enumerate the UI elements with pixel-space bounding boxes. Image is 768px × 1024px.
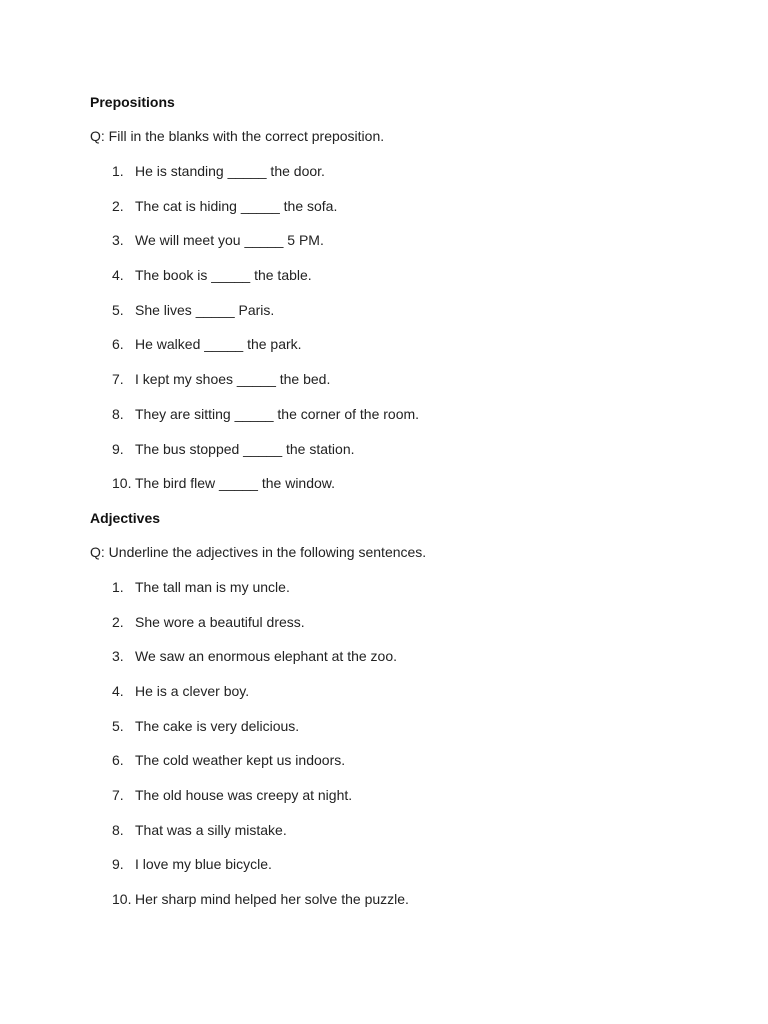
item-number: 8.	[112, 405, 124, 422]
item-text: We will meet you _____ 5 PM.	[135, 232, 324, 249]
item-text: The cold weather kept us indoors.	[135, 752, 346, 769]
question-text: Q: Fill in the blanks with the correct preposition.	[90, 128, 385, 144]
prepositions-section	[90, 92, 710, 493]
item-text: The cat is hiding _____ the sofa.	[135, 197, 338, 214]
list-item	[90, 750, 710, 770]
item-text: I love my blue bicycle.	[135, 856, 272, 873]
item-number: 5.	[112, 717, 124, 734]
item-number: 9.	[112, 856, 124, 873]
list-item	[90, 681, 710, 701]
item-text: He is standing _____ the door.	[135, 163, 325, 179]
item-number: 9.	[112, 440, 124, 457]
item-text: He walked _____ the park.	[135, 336, 302, 353]
section-title: Prepositions	[90, 94, 175, 110]
list-item	[90, 785, 710, 805]
item-number: 1.	[112, 163, 124, 179]
list-item	[90, 577, 710, 597]
item-text: I kept my shoes _____ the bed.	[135, 371, 331, 388]
list-item	[90, 439, 710, 459]
list-item	[90, 334, 710, 354]
adjectives-list	[90, 577, 710, 909]
item-text: Her sharp mind helped her solve the puzzle.	[135, 891, 409, 908]
item-text: The old house was creepy at night.	[135, 787, 353, 803]
list-item	[90, 612, 710, 632]
item-number: 2.	[112, 197, 124, 214]
item-number: 4.	[112, 682, 124, 699]
list-item	[90, 369, 710, 389]
item-number: 3.	[112, 648, 124, 665]
item-number: 10.	[112, 891, 132, 908]
list-item	[90, 820, 710, 840]
item-number: 1.	[112, 578, 124, 595]
item-text: The book is _____ the table.	[135, 267, 312, 284]
list-item	[90, 646, 710, 666]
item-number: 7.	[112, 371, 124, 388]
item-number: 10.	[112, 475, 132, 492]
item-text: The bus stopped _____ the station.	[135, 440, 355, 457]
worksheet-page	[90, 92, 710, 924]
item-number: 7.	[112, 787, 124, 803]
list-item	[90, 716, 710, 736]
list-item	[90, 404, 710, 424]
list-item	[90, 196, 710, 216]
item-text: The cake is very delicious.	[135, 717, 300, 734]
item-number: 8.	[112, 821, 124, 838]
list-item	[90, 889, 710, 909]
item-number: 6.	[112, 752, 124, 769]
list-item	[90, 265, 710, 285]
item-text: He is a clever boy.	[135, 682, 250, 699]
item-text: That was a silly mistake.	[135, 821, 287, 838]
item-number: 2.	[112, 613, 124, 630]
item-number: 4.	[112, 267, 124, 284]
list-item	[90, 300, 710, 320]
list-item	[90, 854, 710, 874]
item-text: The bird flew _____ the window.	[135, 475, 336, 492]
item-text: She wore a beautiful dress.	[135, 613, 305, 630]
list-item	[90, 230, 710, 250]
adjectives-section	[90, 508, 710, 909]
prepositions-list	[90, 161, 710, 493]
item-number: 6.	[112, 336, 124, 353]
item-number: 5.	[112, 301, 124, 318]
question-text: Q: Underline the adjectives in the following sentences.	[90, 543, 427, 560]
list-item	[90, 473, 710, 493]
section-title: Adjectives	[90, 509, 161, 526]
item-text: We saw an enormous elephant at the zoo.	[135, 648, 398, 665]
item-number: 3.	[112, 232, 124, 249]
list-item	[90, 161, 710, 181]
item-text: The tall man is my uncle.	[135, 578, 290, 595]
item-text: She lives _____ Paris.	[135, 301, 275, 318]
item-text: They are sitting _____ the corner of the room.	[135, 405, 420, 422]
